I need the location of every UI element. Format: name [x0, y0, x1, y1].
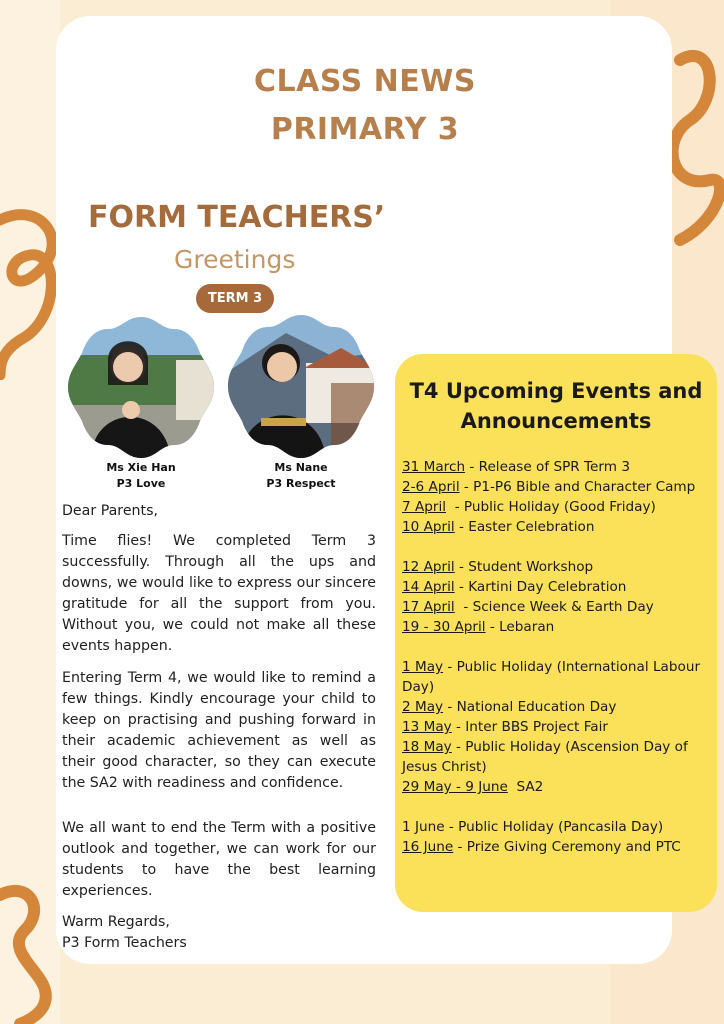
- letter-paragraph-2: Entering Term 4, we would like to remind a few things. Kindly encourage your child to keep on practising and pushing forward in their academic achievement as well as their good character, so they can execute the SA2 with readiness and confidence.: [62, 670, 376, 791]
- teacher-name: Ms Nane: [274, 461, 328, 474]
- letter-closing: [62, 912, 376, 954]
- letter-paragraph-1: Time flies! We completed Term 3 successfully. Through all the ups and downs, we would like to express our sincere gratitude for all the support from you. Without you, we could not make all these events happen.: [62, 533, 376, 654]
- event-date: 31 March: [402, 459, 466, 475]
- page-title-line1: CLASS NEWS: [254, 64, 476, 99]
- event-date: 12 April: [402, 559, 455, 575]
- event-item: [402, 697, 714, 717]
- event-description: 1 June - Public Holiday (Pancasila Day): [402, 819, 664, 835]
- event-date: 17 April: [402, 599, 455, 615]
- event-item: [402, 497, 714, 517]
- event-date: 18 May: [402, 739, 452, 755]
- teacher-class: P3 Love: [116, 477, 166, 490]
- teacher-caption-1: [66, 460, 216, 492]
- event-item: [402, 737, 714, 777]
- teacher-photo-1: [66, 315, 216, 460]
- form-teachers-title: FORM TEACHERS’: [88, 200, 386, 235]
- event-date: 7 April: [402, 499, 447, 515]
- teacher-caption-2: [226, 460, 376, 492]
- event-description: - Student Workshop: [454, 559, 594, 575]
- background-stripe: [0, 0, 60, 1024]
- event-date: 13 May: [402, 719, 452, 735]
- page-title-line2: PRIMARY 3: [270, 112, 460, 147]
- event-item: [402, 777, 714, 797]
- event-description: - National Education Day: [443, 699, 617, 715]
- event-date: 10 April: [402, 519, 455, 535]
- event-description: - Public Holiday (Ascension Day of Jesus Christ): [402, 739, 693, 775]
- teacher-photo-2: [226, 313, 376, 460]
- term-badge: TERM 3: [196, 284, 274, 313]
- event-date: 19 - 30 April: [402, 619, 486, 635]
- event-date: 2 May: [402, 699, 444, 715]
- event-item: [402, 577, 714, 597]
- event-description: - Easter Celebration: [454, 519, 595, 535]
- event-date: 2-6 April: [402, 479, 460, 495]
- event-description: - P1-P6 Bible and Character Camp: [459, 479, 696, 495]
- event-description: - Prize Giving Ceremony and PTC: [453, 839, 681, 855]
- event-description: - Lebaran: [485, 619, 555, 635]
- closing-regards: Warm Regards,: [62, 914, 170, 930]
- event-item: [402, 617, 714, 637]
- event-description: - Release of SPR Term 3: [465, 459, 630, 475]
- event-item: [402, 477, 714, 497]
- event-item: [402, 657, 714, 697]
- events-title: T4 Upcoming Events and Announcements: [409, 379, 703, 433]
- squiggle-decoration-left: [0, 200, 64, 380]
- closing-signature: P3 Form Teachers: [62, 935, 187, 951]
- event-item: [402, 717, 714, 737]
- event-item: [402, 597, 714, 617]
- events-panel: [395, 354, 717, 912]
- event-date: 14 April: [402, 579, 455, 595]
- teacher-name: Ms Xie Han: [106, 461, 176, 474]
- events-list: [402, 457, 714, 857]
- event-item: [402, 837, 714, 857]
- event-description: - Kartini Day Celebration: [454, 579, 627, 595]
- teacher-class: P3 Respect: [266, 477, 336, 490]
- event-date: 29 May - 9 June: [402, 779, 508, 795]
- event-description: SA2: [507, 779, 544, 795]
- event-description: - Science Week & Earth Day: [454, 599, 654, 615]
- event-item: [402, 457, 714, 477]
- letter-paragraph-3: We all want to end the Term with a positive outlook and together, we can work for our students to have the best learning experiences.: [62, 820, 376, 899]
- event-description: - Public Holiday (Good Friday): [446, 499, 656, 515]
- event-item: [402, 557, 714, 577]
- event-date: 1 May: [402, 659, 444, 675]
- event-item: [402, 517, 714, 537]
- event-description: - Inter BBS Project Fair: [451, 719, 608, 735]
- event-description: - Public Holiday (International Labour Day): [402, 659, 705, 695]
- greetings-subtitle: Greetings: [174, 245, 296, 274]
- event-date: 16 June: [402, 839, 454, 855]
- event-item: [402, 817, 714, 837]
- letter-salutation: Dear Parents,: [62, 503, 159, 519]
